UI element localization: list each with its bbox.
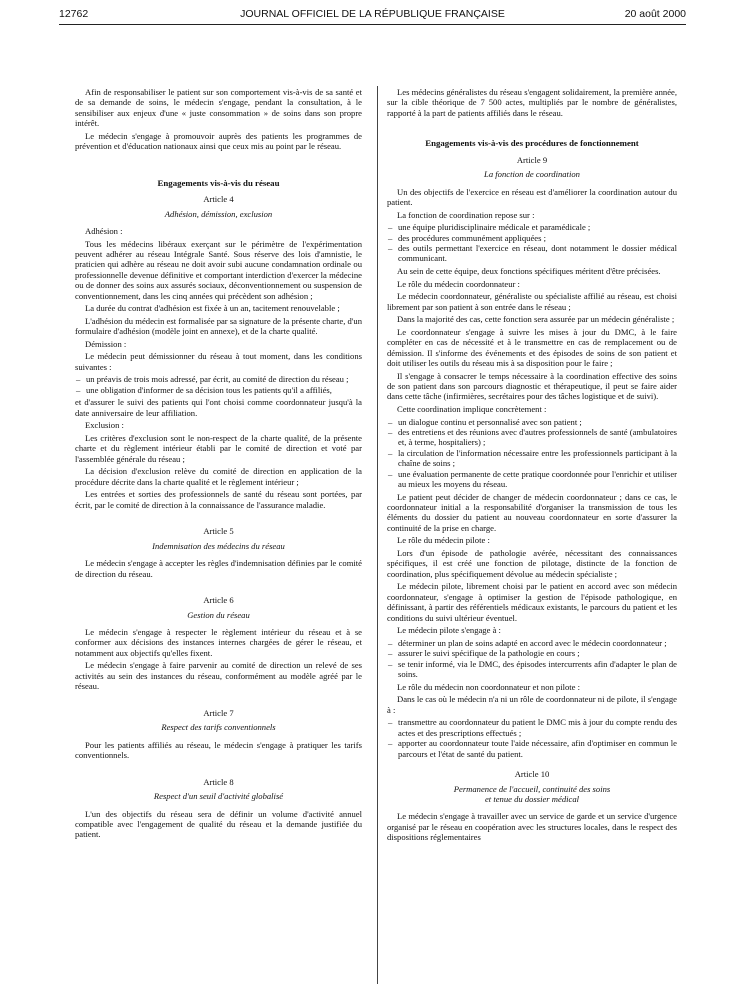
- paragraph: Le patient peut décider de changer de médecin coordonnateur ; dans ce cas, le coordonnateur initial a la responsabilité d'organiser la transmission de tous les éléments du dossier du patient au nouveau coordonnateur en sorte d'assurer la continuité de la prise en charge.: [387, 491, 677, 533]
- paragraph: Le rôle du médecin non coordonnateur et non pilote :: [397, 681, 581, 692]
- paragraph: Les critères d'exclusion sont le non-respect de la charte qualité, de la présente charte et du règlement intérieur établi par le comité de direction et voté par l'assemblée générale du réseau ;: [75, 433, 362, 464]
- paragraph: Il s'engage à consacrer le temps nécessaire à la coordination effective des soins de son patient dans son parcours diagnostic et thérapeutique, il peut se faire aider dans cette tâche (infirmières, secrétaires pour des tâches logistique et de suivi).: [387, 370, 677, 402]
- article-heading: Article 5: [203, 526, 234, 537]
- list-item: – transmettre au coordonnateur du patient le DMC mis à jour du compte rendu des actes et des prescriptions effectués ;: [387, 717, 677, 738]
- list-item: – apporter au coordonnateur toute l'aide nécessaire, afin d'optimiser en commun le parcours et l'état de santé du patient.: [387, 738, 677, 759]
- paragraph: Le rôle du médecin coordonnateur :: [397, 278, 520, 289]
- article-heading: Article 6: [203, 595, 234, 606]
- list-item: – un préavis de trois mois adressé, par écrit, au comité de direction du réseau ;: [75, 374, 362, 384]
- paragraph: Dans le cas où le médecin n'a ni un rôle de coordonnateur ni de pilote, il s'engage à :: [387, 694, 677, 715]
- article-subtitle: Respect d'un seuil d'activité globalisé: [153, 791, 284, 802]
- article-subtitle: Permanence de l'accueil, continuité des soins: [453, 783, 611, 794]
- publication-date: 20 août 2000: [624, 8, 686, 20]
- paragraph: Adhésion :: [85, 226, 123, 237]
- article-heading: Article 9: [516, 154, 548, 165]
- page-number: 12762: [59, 8, 89, 20]
- list-item: – des entretiens et des réunions avec d'autres professionnels de santé (ambulatoires et, à terme, hospitaliers) ;: [387, 427, 677, 448]
- paragraph: Pour les patients affiliés au réseau, le médecin s'engage à pratiquer les tarifs conventionnels.: [75, 739, 362, 761]
- list: [387, 417, 677, 490]
- paragraph: Cette coordination implique concrètement :: [397, 404, 547, 415]
- list-item: – une évaluation permanente de cette pratique coordonnée pour l'enrichir et utiliser au mieux les moyens du réseau.: [387, 469, 677, 490]
- list-item: – déterminer un plan de soins adapté en accord avec le médecin coordonnateur ;: [387, 638, 677, 648]
- right-column: [387, 87, 677, 845]
- list: [387, 717, 677, 759]
- paragraph: Le rôle du médecin pilote :: [397, 535, 490, 546]
- paragraph: et d'assurer le suivi des patients qui l'ont choisi comme coordonnateur jusqu'à la date anniversaire de leur affiliation.: [75, 397, 362, 418]
- paragraph: Le médecin pilote s'engage à :: [397, 625, 501, 636]
- paragraph: Le coordonnateur s'engage à suivre les mises à jour du DMC, à le faire compléter en cas de nécessité et à le transmettre en cas de remplacement ou de démission. Il s'informe des événements et des épisodes de soins de son patient et doit utiliser les outils du réseau mis à sa disposition pour le faire ;: [387, 326, 677, 369]
- article-subtitle: Adhésion, démission, exclusion: [164, 208, 273, 219]
- list-item: – des outils permettant l'exercice en réseau, dont notamment le dossier médical communicant.: [387, 243, 677, 264]
- paragraph: Le médecin s'engage à accepter les règles d'indemnisation définies par le comité de direction du réseau.: [75, 558, 362, 579]
- left-column: [75, 87, 362, 842]
- paragraph: Lors d'un épisode de pathologie avérée, nécessitant des connaissances spécifiques, il est créé une fonction de pilotage, distincte de la fonction de coordination, plus spécifiquement dévolue au médecin spécialiste ;: [387, 548, 677, 579]
- paragraph: Un des objectifs de l'exercice en réseau est d'améliorer la coordination autour du patient.: [387, 186, 677, 208]
- journal-title: JOURNAL OFFICIEL DE LA RÉPUBLIQUE FRANÇAISE: [240, 8, 505, 20]
- list-item: – la circulation de l'information nécessaire entre les professionnels participant à la chaîne de soins ;: [387, 448, 677, 469]
- paragraph: Au sein de cette équipe, deux fonctions spécifiques méritent d'être précisées.: [397, 266, 661, 277]
- article-subtitle: Indemnisation des médecins du réseau: [152, 540, 285, 551]
- section-heading: Engagements vis-à-vis des procédures de fonctionnement: [425, 138, 639, 149]
- list: [387, 222, 677, 264]
- paragraph: Dans la majorité des cas, cette fonction sera assurée par un médecin généraliste ;: [397, 314, 675, 325]
- article-heading: Article 4: [203, 194, 234, 205]
- paragraph: Le médecin s'engage à travailler avec un service de garde et un service d'urgence organisé par le réseau en coopération avec les structures locales, dans le respect des dispositions réglementaires: [387, 811, 677, 843]
- paragraph: Le médecin peut démissionner du réseau à tout moment, dans les conditions suivantes :: [75, 351, 362, 372]
- list-item: – un dialogue continu et personnalisé avec son patient ;: [387, 417, 677, 427]
- header-rule: [59, 24, 686, 25]
- paragraph: Exclusion :: [85, 420, 124, 431]
- article-heading: Article 10: [514, 769, 550, 780]
- paragraph: Le médecin s'engage à faire parvenir au comité de direction un relevé de ses activités au sein des instances du réseau, conformément au modèle agréé par le réseau.: [75, 660, 362, 692]
- list-item: – se tenir informé, via le DMC, des épisodes intercurrents afin d'adapter le plan de soins.: [387, 659, 677, 680]
- list-item: – une obligation d'informer de sa décision tous les patients qu'il a affiliés,: [75, 385, 362, 395]
- paragraph: L'un des objectifs du réseau sera de définir un volume d'activité annuel compatible avec l'engagement de qualité du réseau et la demande justifiée du patient.: [75, 808, 362, 840]
- article-subtitle: et tenue du dossier médical: [484, 793, 580, 804]
- paragraph: Le médecin pilote, librement choisi par le patient en accord avec son médecin coordonnateur, s'engage à optimiser la gestion de l'épisode pathologique, en définissant, à partir des référentiels médicaux existants, le parcours du patient et les conditions du suivi ultérieur éventuel.: [387, 581, 677, 623]
- article-subtitle: Respect des tarifs conventionnels: [161, 722, 276, 733]
- paragraph: La durée du contrat d'adhésion est fixée à un an, tacitement renouvelable ;: [85, 303, 340, 314]
- paragraph: Tous les médecins libéraux exerçant sur le périmètre de l'expérimentation peuvent adhérer au réseau Intégrale Santé. Sous réserve des lois d'amnistie, le praticien qui adhère au réseau ne doit avoir subi aucune condamnation ordinale ou professionnelle devenue définitive et comportant interdiction d'exercer la médecine ou de donner des soins aux assurés sociaux, déconventionnement ou suspension de conventionnement, dans les cinq années qui précèdent son adhésion ;: [75, 238, 362, 301]
- article-subtitle: Gestion du réseau: [187, 609, 250, 620]
- section-heading: Engagements vis-à-vis du réseau: [157, 177, 280, 188]
- list: [387, 638, 677, 680]
- paragraph: Le médecin s'engage à respecter le règlement intérieur du réseau et à se conformer aux décisions des instances internes chargées de gérer le réseau, et notamment aux objectifs qu'elles fixent.: [75, 627, 362, 658]
- list-item: – assurer le suivi spécifique de la pathologie en cours ;: [387, 648, 677, 658]
- paragraph: Les médecins généralistes du réseau s'engagent solidairement, la première année, sur la cible théorique de 7 500 actes, multipliés par le nombre de généralistes, rapporté à la part de patients affiliés dans le réseau.: [387, 87, 677, 118]
- list-item: – une équipe pluridisciplinaire médicale et paramédicale ;: [387, 222, 677, 232]
- paragraph: Démission :: [85, 338, 127, 349]
- paragraph: La décision d'exclusion relève du comité de direction en application de la procédure décrite dans la charte qualité et le règlement intérieur ;: [75, 466, 362, 487]
- column-divider: [377, 86, 378, 984]
- list: [75, 374, 362, 395]
- list-item: – des procédures communément appliquées ;: [387, 233, 677, 243]
- paragraph: Le médecin s'engage à promouvoir auprès des patients les programmes de prévention et d'éducation nationaux ainsi que ceux mis au point par le réseau.: [75, 130, 362, 152]
- paragraph: Les entrées et sorties des professionnels de santé du réseau sont portées, par écrit, par le comité de direction à la connaissance de l'assurance maladie.: [75, 489, 362, 510]
- article-subtitle: La fonction de coordination: [484, 169, 580, 180]
- paragraph: L'adhésion du médecin est formalisée par sa signature de la présente charte, d'un formulaire d'adhésion (modèle joint en annexe), et de la charte qualité.: [75, 315, 362, 337]
- paragraph: La fonction de coordination repose sur :: [397, 209, 535, 220]
- article-heading: Article 7: [203, 707, 234, 718]
- paragraph: Afin de responsabiliser le patient sur son comportement vis-à-vis de sa santé et de sa demande de soins, le médecin s'engage, pendant la consultation, à le sensibiliser aux enjeux d'une « juste consommation » de soins dans son propre intérêt.: [75, 87, 362, 129]
- article-heading: Article 8: [203, 776, 234, 787]
- paragraph: Le médecin coordonnateur, généraliste ou spécialiste affilié au réseau, est choisi librement par son patient à son entrée dans le réseau ;: [387, 291, 677, 312]
